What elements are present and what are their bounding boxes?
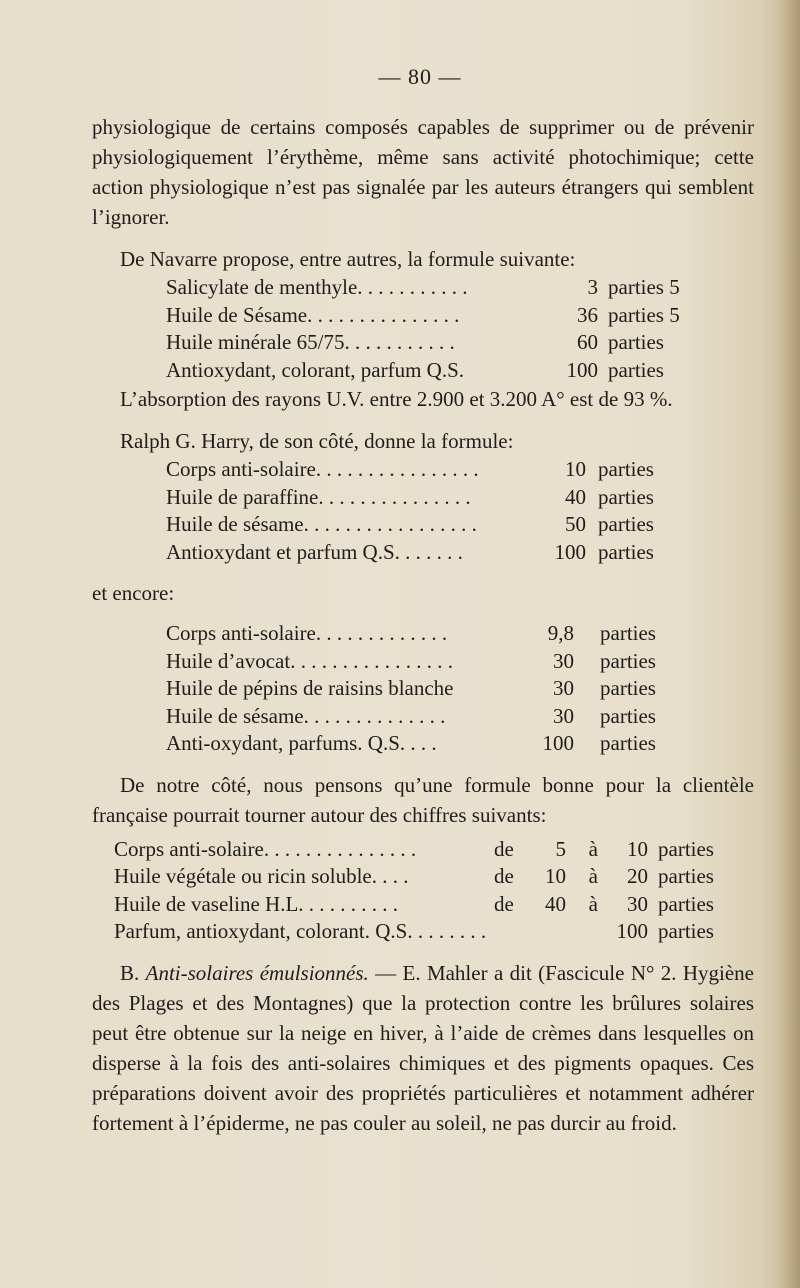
formula-variant (92, 620, 754, 758)
formula-row (92, 456, 754, 484)
ingredient-unit: parties (600, 648, 656, 673)
range-a: à (588, 891, 598, 916)
formula-row (92, 836, 754, 864)
ingredient-label: Anti-oxydant, parfums. Q.S. . . . (166, 731, 437, 755)
section-letter: B. (120, 960, 146, 985)
paragraph-6: De notre côté, nous pensons qu’une formule bonne pour la clientèle française pourrait tourner autour des chiffres suivants: (92, 772, 754, 827)
ingredient-unit: parties (598, 539, 654, 564)
ingredient-unit: parties 5 (608, 275, 680, 299)
paragraph-4: Ralph G. Harry, de son côté, donne la formule: (120, 429, 514, 453)
range-from: 40 (545, 891, 566, 916)
ingredient-unit: parties (658, 864, 714, 888)
paragraph-5: et encore: (92, 581, 175, 605)
ingredient-quantity: 36 (577, 302, 598, 327)
formula-row (92, 648, 754, 676)
ingredient-label: Huile minérale 65/75. . . . . . . . . . . (166, 330, 455, 354)
ingredient-label: Huile de vaseline H.L. . . . . . . . . . (114, 891, 399, 916)
formula-de-navarre (92, 274, 754, 384)
formula-row (92, 302, 754, 330)
formula-row (92, 863, 754, 891)
ingredient-quantity: 100 (554, 539, 586, 564)
page-edge-shading (760, 0, 800, 1288)
ingredient-unit: parties (600, 703, 656, 728)
formula-row (92, 329, 754, 357)
paragraph-2: De Navarre propose, entre autres, la formule suivante: (120, 247, 576, 271)
formula-row (92, 703, 754, 731)
ingredient-quantity: 100 (566, 357, 598, 382)
range-a: à (588, 836, 598, 861)
formula-ralph-harry (92, 456, 754, 566)
ingredient-unit: parties 5 (608, 302, 680, 327)
formula-row (92, 675, 754, 703)
ingredient-quantity: 30 (553, 676, 574, 700)
range-a: à (588, 864, 598, 888)
ingredient-quantity: 10 (565, 457, 586, 481)
ingredient-label: Huile de sésame. . . . . . . . . . . . . . (166, 703, 446, 728)
range-to: 10 (627, 836, 648, 861)
ingredient-label: Huile de Sésame. . . . . . . . . . . . . . . (166, 302, 460, 327)
range-de: de (494, 864, 514, 888)
range-from: 10 (545, 864, 566, 888)
ingredient-label: Huile de pépins de raisins blanche (166, 676, 454, 700)
range-from: 5 (555, 836, 566, 861)
formula-row (92, 484, 754, 512)
ingredient-label: Salicylate de menthyle. . . . . . . . . . . (166, 275, 468, 299)
ingredient-unit: parties (658, 891, 714, 916)
formula-row (92, 730, 754, 758)
paragraph-7 (92, 958, 754, 1138)
paragraph-3: L’absorption des rayons U.V. entre 2.900 et 3.200 A° est de 93 %. (120, 387, 673, 411)
formula-row (92, 357, 754, 385)
ingredient-unit: parties (600, 731, 656, 755)
ingredient-label: Corps anti-solaire. . . . . . . . . . . . . (166, 621, 448, 645)
paragraph-1: physiologique de certains composés capables de supprimer ou de prévenir physiologiquement l’érythème, même sans activité photochimique; cette action physiologique n’est pas signalée par les auteurs étrangers qui semblent l’ignorer. (92, 115, 754, 229)
ingredient-unit: parties (658, 919, 714, 943)
ingredient-unit: parties (658, 836, 714, 861)
ingredient-unit: parties (600, 621, 656, 645)
ingredient-unit: parties (600, 676, 656, 700)
range-to: 20 (627, 864, 648, 888)
range-to: 100 (616, 919, 648, 943)
formula-row (92, 891, 754, 919)
ingredient-quantity: 100 (542, 731, 574, 755)
ingredient-quantity: 60 (577, 330, 598, 354)
ingredient-label: Corps anti-solaire. . . . . . . . . . . . . . . . (166, 457, 479, 481)
ingredient-quantity: 9,8 (547, 621, 574, 645)
ingredient-unit: parties (598, 484, 654, 509)
ingredient-quantity: 40 (565, 484, 586, 509)
ingredient-unit: parties (608, 330, 664, 354)
ingredient-unit: parties (608, 357, 664, 382)
formula-row (92, 918, 754, 946)
range-de: de (494, 836, 514, 861)
section-body: — E. Mahler a dit (Fascicule N° 2. Hygiène des Plages et des Montagnes) que la protection contre les brûlures solaires peut être obtenue sur la neige en hiver, à l’aide de crèmes dans lesquelles on disperse à la fois des anti-solaires chimiques et des pigments opaques. Ces préparations doivent avoir des propriétés particulières et notamment adhérer fortement à l’épiderme, ne pas couler au soleil, ne pas durcir au froid. (92, 960, 754, 1135)
range-de: de (494, 891, 514, 916)
ingredient-label: Huile de sésame. . . . . . . . . . . . . . . . . (166, 512, 477, 536)
ingredient-label: Huile d’avocat. . . . . . . . . . . . . . . . (166, 648, 453, 673)
formula-row (92, 620, 754, 648)
formula-row (92, 511, 754, 539)
formula-row (92, 274, 754, 302)
ingredient-quantity: 50 (565, 512, 586, 536)
ingredient-label: Antioxydant et parfum Q.S. . . . . . . (166, 539, 463, 564)
formula-proposed (92, 836, 754, 946)
ingredient-label: Parfum, antioxydant, colorant. Q.S. . . . . . . . (114, 919, 487, 943)
ingredient-unit: parties (598, 457, 654, 481)
page-body (92, 112, 754, 1138)
ingredient-quantity: 30 (553, 703, 574, 728)
formula-row (92, 539, 754, 567)
ingredient-quantity: 3 (587, 275, 598, 299)
section-title: Anti-solaires émulsionnés. (145, 960, 369, 985)
ingredient-quantity: 30 (553, 648, 574, 673)
ingredient-label: Huile de paraffine. . . . . . . . . . . . . . . (166, 484, 471, 509)
range-to: 30 (627, 891, 648, 916)
ingredient-unit: parties (598, 512, 654, 536)
ingredient-label: Antioxydant, colorant, parfum Q.S. (166, 357, 465, 382)
ingredient-label: Huile végétale ou ricin soluble. . . . (114, 864, 409, 888)
page-number: — 80 — (378, 64, 462, 89)
ingredient-label: Corps anti-solaire. . . . . . . . . . . . . . . (114, 836, 417, 861)
